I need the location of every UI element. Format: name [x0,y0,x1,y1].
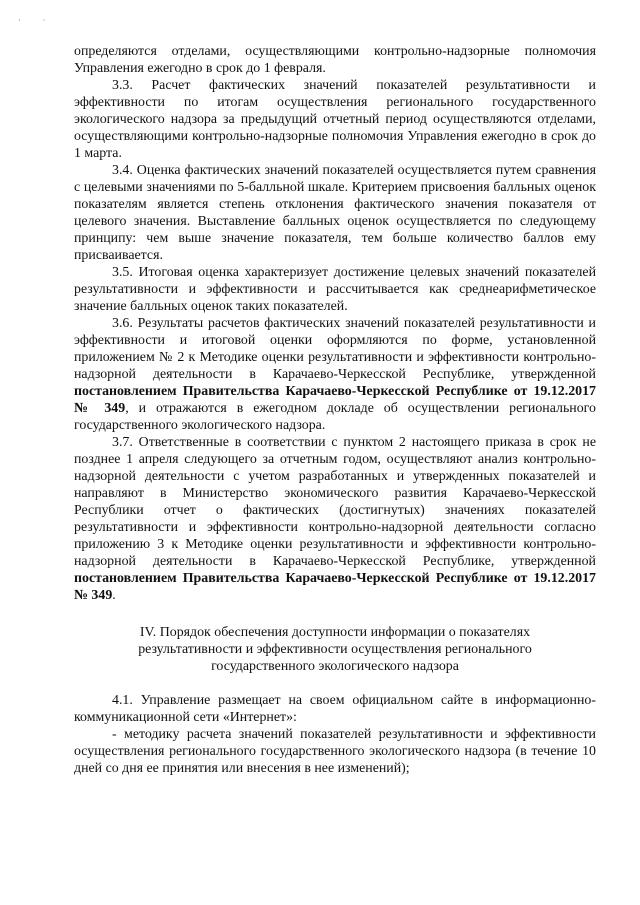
paragraph-3-3: 3.3. Расчет фактических значений показателей результативности и эффективности по итогам осуществления регионального государственного экологического надзора за предыдущий отчетный период осуществляются отделами, осуществляющими контрольно-надзорные полномочия Управления ежегодно в срок до 1 марта. [74,78,596,161]
paragraph-intro: определяются отделами, осуществляющими контрольно-надзорные полномочия Управления ежегодно в срок до 1 февраля. [74,44,596,76]
section-4-heading-line: государственного экологического надзора [211,659,459,674]
section-4-heading [74,624,596,675]
paragraph-3-6 [74,315,596,434]
paragraph-3-4: 3.4. Оценка фактических значений показателей осуществляется путем сравнения с целевыми значениями по 5-балльной шкале. Критерием присвоения балльных оценок показателям является степень отклонения фактического значения показателя от целевого значения. Выставление балльных оценок осуществляется по следующему принципу: чем выше значение показателя, тем больше количество баллов ему присваивается. [74,163,596,263]
paragraph-3-6-text: 3.6. Результаты расчетов фактических значений показателей результативности и эффективности и итоговой оценки оформляются по форме, установленной приложением № 2 к Методике оценки результативности и эффективности контрольно-надзорной деятельности в Карачаево-Черкесской Республике, утвержденной [74,316,596,382]
paragraph-4-1-item: - методику расчета значений показателей результативности и эффективности осуществления регионального государственного экологического надзора (в течение 10 дней со дня ее принятия или внесения в нее изменений); [74,727,596,776]
scan-marks: · · [18,16,56,25]
paragraph-3-7 [74,434,596,604]
paragraph-3-6-tail: , и отражаются в ежегодном докладе об осуществлении регионального государственного экологического надзора. [74,401,596,433]
paragraph-3-5: 3.5. Итоговая оценка характеризует достижение целевых значений показателей результативности и эффективности и рассчитывается как среднеарифметическое значение балльных оценок таких показателей. [74,265,596,314]
paragraph-3-7-tail: . [112,588,116,603]
section-4-heading-line: результативности и эффективности осуществления регионального [138,642,532,657]
section-4-heading-line: IV. Порядок обеспечения доступности информации о показателях [139,625,531,640]
resolution-reference: постановлением Правительства Карачаево-Черкесской Республике от 19.12.2017 № 349 [74,571,596,603]
resolution-reference: постановлением Правительства Карачаево-Черкесской Республике от 19.12.2017 № 349 [74,384,596,416]
document-body [74,43,596,777]
paragraph-4-1: 4.1. Управление размещает на своем официальном сайте в информационно-коммуникационной сети «Интернет»: [74,693,596,725]
spacer [74,675,596,692]
paragraph-3-7-text: 3.7. Ответственные в соответствии с пунктом 2 настоящего приказа в срок не позднее 1 апреля следующего за отчетным годом, осуществляют анализ контрольно-надзорной деятельности с учетом разработанных и утвержденных показателей и направляют в Министерство экономического развития Карачаево-Черкесской Республики отчет о фактических (достигнутых) значениях показателей результативности и эффективности контрольно-надзорной деятельности согласно приложению 3 к Методике оценки результативности и эффективности контрольно-надзорной деятельности в Карачаево-Черкесской Республике, утвержденной [74,435,596,569]
